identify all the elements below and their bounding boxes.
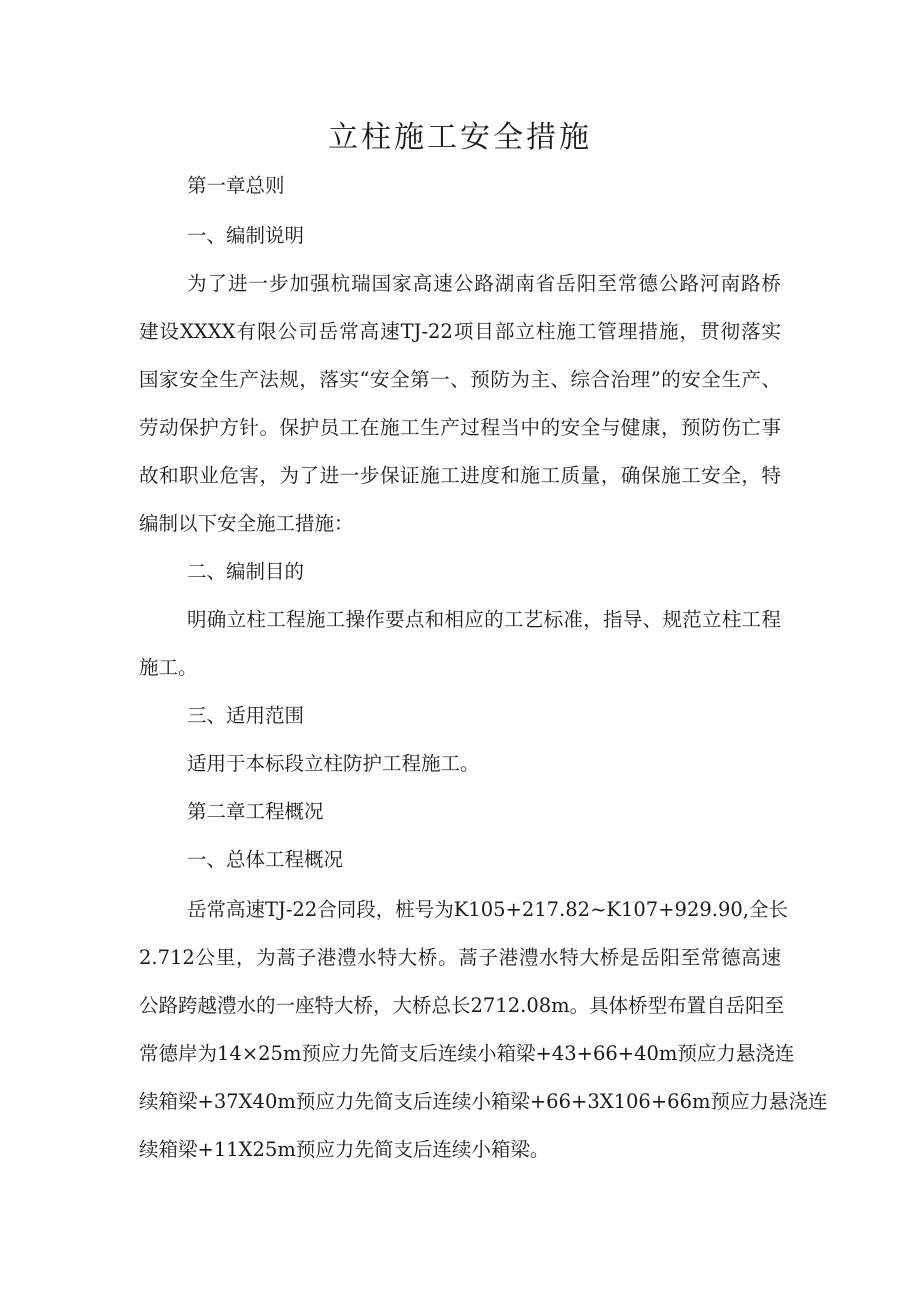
chapter-heading-2: 第二章工程概况 <box>187 800 324 823</box>
paragraph-line: 续箱梁+37X40m预应力先简支后连续小箱梁+66+3X106+66m预应力悬浇连 <box>139 1090 828 1113</box>
paragraph-line: 公路跨越澧水的一座特大桥，大桥总长2712.08m。具体桥型布置自岳阳至 <box>139 994 785 1017</box>
chapter-heading-1: 第一章总则 <box>187 174 285 197</box>
section-heading-compilation-notes: 一、编制说明 <box>187 224 305 247</box>
paragraph-line: 2.712公里，为蒿子港澧水特大桥。蒿子港澧水特大桥是岳阳至常德高速 <box>139 946 781 969</box>
paragraph-line: 岳常高速TJ-22合同段，桩号为K105+217.82~K107+929.90,全长 <box>187 898 788 921</box>
paragraph-line: 劳动保护方针。保护员工在施工生产过程当中的安全与健康，预防伤亡事 <box>139 416 781 439</box>
paragraph-line: 故和职业危害，为了进一步保证施工进度和施工质量，确保施工安全，特 <box>139 464 781 487</box>
paragraph-line: 常德岸为14×25m预应力先简支后连续小箱梁+43+66+40m预应力悬浇连 <box>139 1042 795 1065</box>
paragraph-line: 续箱梁+11X25m预应力先简支后连续小箱梁。 <box>139 1138 550 1161</box>
section-heading-scope: 三、适用范围 <box>187 704 305 727</box>
paragraph-line: 施工。 <box>139 656 198 679</box>
paragraph-line: 编制以下安全施工措施： <box>139 512 354 535</box>
section-heading-purpose: 二、编制目的 <box>187 560 305 583</box>
paragraph-line: 为了进一步加强杭瑞国家高速公路湖南省岳阳至常德公路河南路桥 <box>187 272 781 295</box>
paragraph-line: 适用于本标段立柱防护工程施工。 <box>187 752 480 775</box>
section-heading-overview: 一、总体工程概况 <box>187 848 344 871</box>
paragraph-line: 明确立柱工程施工操作要点和相应的工艺标准，指导、规范立柱工程 <box>187 608 781 631</box>
document-title: 立柱施工安全措施 <box>328 120 592 155</box>
paragraph-line: 建设XXXX有限公司岳常高速TJ-22项目部立柱施工管理措施，贯彻落实 <box>139 320 781 343</box>
paragraph-line: 国家安全生产法规，落实“安全第一、预防为主、综合治理”的安全生产、 <box>139 368 781 391</box>
